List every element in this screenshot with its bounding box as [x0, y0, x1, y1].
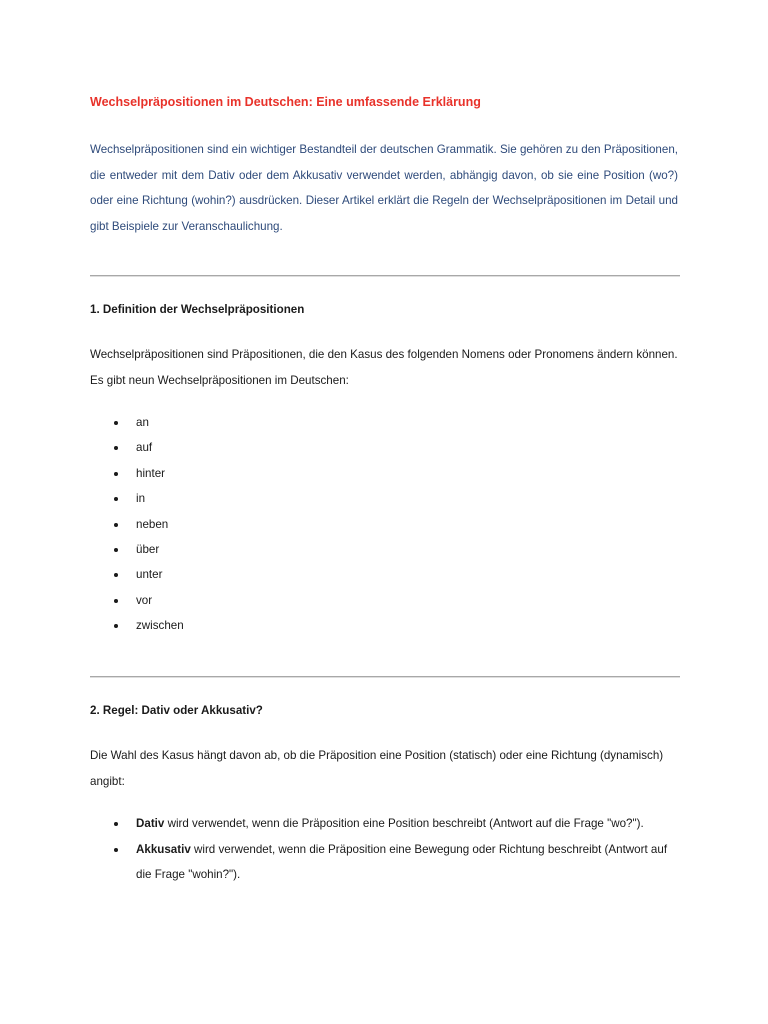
section-heading-rule: 2. Regel: Dativ oder Akkusativ?: [90, 704, 263, 717]
list-item-akkusativ: [90, 837, 678, 888]
list-item-dativ: [90, 811, 678, 837]
term-akkusativ: Akkusativ: [136, 842, 191, 856]
list-item: über: [90, 537, 184, 562]
list-item: hinter: [90, 461, 184, 486]
list-item: an: [90, 410, 184, 435]
bullet-icon: [114, 573, 118, 577]
list-item: in: [90, 486, 184, 511]
intro-paragraph: Wechselpräpositionen sind ein wichtiger Bestandteil der deutschen Grammatik. Sie gehören zu den Präpositionen, die entweder mit dem Dativ oder dem Akkusativ verwendet werden, abhängig davon, ob sie eine Position (wo?) oder eine Richtung (wohin?) ausdrücken. Dieser Artikel erklärt die Regeln der Wechselpräpositionen im Detail und gibt Beispiele zur Veranschaulichung.: [90, 143, 678, 233]
case-list: [90, 811, 678, 888]
term-dativ: Dativ: [136, 817, 165, 830]
bullet-icon: [114, 822, 118, 826]
definition-paragraph: Wechselpräpositionen sind Präpositionen, die den Kasus des folgenden Nomens oder Pronomens ändern können. Es gibt neun Wechselpräpositionen im Deutschen:: [90, 348, 678, 387]
bullet-icon: [114, 446, 118, 450]
list-item: auf: [90, 435, 184, 460]
section-divider: [90, 676, 680, 678]
term-description: wird verwendet, wenn die Präposition eine Bewegung oder Richtung beschreibt (Antwort auf die Frage "wohin?").: [136, 842, 668, 881]
document-title: Wechselpräpositionen im Deutschen: Eine umfassende Erklärung: [90, 95, 481, 109]
preposition-list: [90, 410, 184, 639]
bullet-icon: [114, 497, 118, 501]
list-item: unter: [90, 562, 184, 587]
bullet-icon: [114, 421, 118, 425]
bullet-icon: [114, 624, 118, 628]
rule-paragraph: Die Wahl des Kasus hängt davon ab, ob die Präposition eine Position (statisch) oder eine Richtung (dynamisch) angibt:: [90, 749, 664, 788]
section-heading-definition: 1. Definition der Wechselpräpositionen: [90, 303, 305, 316]
section-divider: [90, 275, 680, 277]
bullet-icon: [114, 523, 118, 527]
list-item: neben: [90, 512, 184, 537]
bullet-icon: [114, 848, 118, 852]
bullet-icon: [114, 548, 118, 552]
list-item: zwischen: [90, 613, 184, 638]
term-description: wird verwendet, wenn die Präposition eine Position beschreibt (Antwort auf die Frage "wo?").: [164, 817, 644, 830]
list-item: vor: [90, 588, 184, 613]
bullet-icon: [114, 599, 118, 603]
bullet-icon: [114, 472, 118, 476]
